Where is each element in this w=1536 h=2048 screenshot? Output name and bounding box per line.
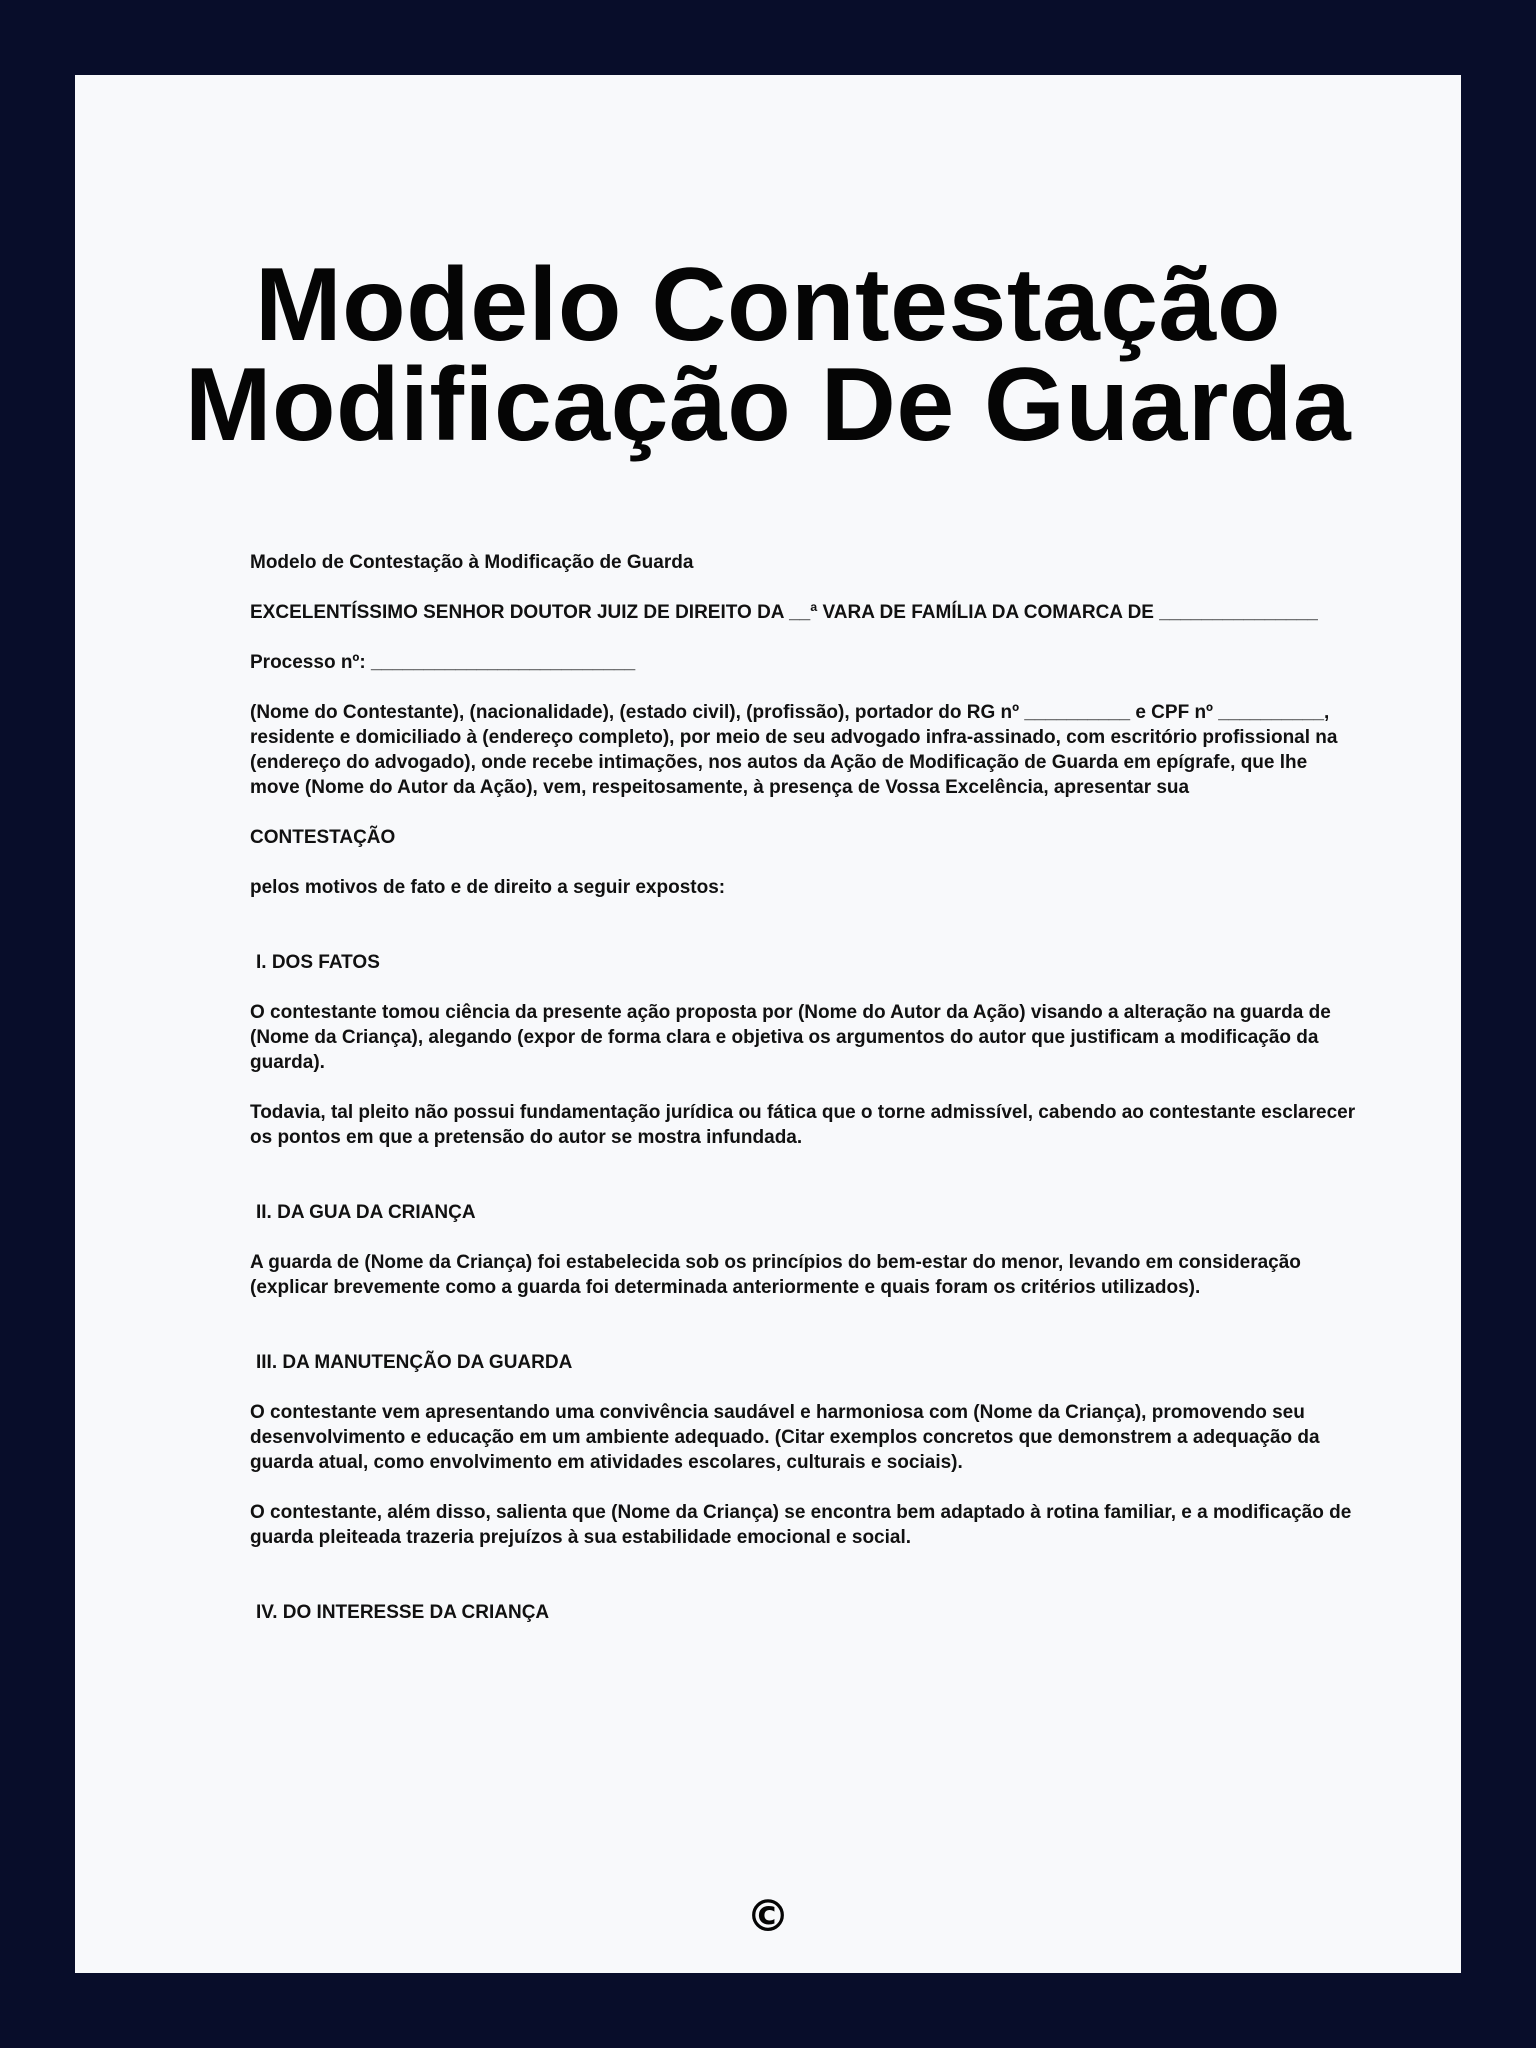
section-paragraph: O contestante tomou ciência da presente ação proposta por (Nome do Autor da Ação) visando a alteração na guarda de (Nome da Criança), alegando (expor de forma clara e objetiva os argumentos do autor que justificam a modificação da guarda). [250, 1002, 1331, 1073]
contestacao-label: CONTESTAÇÃO [250, 827, 396, 848]
addressee: EXCELENTÍSSIMO SENHOR DOUTOR JUIZ DE DIREITO DA __ª VARA DE FAMÍLIA DA COMARCA DE _______________ [250, 602, 1318, 623]
document-body [250, 550, 1360, 1650]
section-paragraph: O contestante, além disso, salienta que (Nome da Criança) se encontra bem adaptado à rotina familiar, e a modificação de guarda pleiteada trazeria prejuízos à sua estabilidade emocional e social. [250, 1502, 1352, 1548]
section-paragraph: O contestante vem apresentando uma convivência saudável e harmoniosa com (Nome da Criança), promovendo seu desenvolvimento e educação em um ambiente adequado. (Citar exemplos concretos que demonstrem a adequação da guarda atual, como envolvimento em atividades escolares, culturais e sociais). [250, 1402, 1320, 1473]
document-subtitle: Modelo de Contestação à Modificação de Guarda [250, 552, 694, 573]
intro-paragraph: (Nome do Contestante), (nacionalidade), (estado civil), (profissão), portador do RG nº __________ e CPF nº __________, residente e domiciliado à (endereço completo), por meio de seu advogado infra-assinado, com escritório profissional na (endereço do advogado), onde recebe intimações, nos autos da Ação de Modificação de Guarda em epígrafe, que lhe move (Nome do Autor da Ação), vem, respeitosamente, à presença de Vossa Excelência, apresentar sua [250, 702, 1338, 798]
motives-line: pelos motivos de fato e de direito a seguir expostos: [250, 877, 726, 898]
section-heading-manutencao: III. DA MANUTENÇÃO DA GUARDA [256, 1352, 573, 1373]
section-heading-interesse: IV. DO INTERESSE DA CRIANÇA [256, 1602, 550, 1623]
copyright-icon: © [746, 1891, 790, 1942]
section-heading-da-guarda: II. DA GUA DA CRIANÇA [256, 1202, 476, 1223]
section-paragraph: A guarda de (Nome da Criança) foi estabelecida sob os princípios do bem-estar do menor, levando em consideração (explicar brevemente como a guarda foi determinada anteriormente e quais foram os critérios utilizados). [250, 1252, 1301, 1298]
section-heading-dos-fatos: I. DOS FATOS [256, 952, 380, 973]
document-page [75, 75, 1461, 1973]
document-title [75, 247, 1461, 463]
title-line-2: Modificação De Guarda [184, 347, 1352, 463]
section-paragraph: Todavia, tal pleito não possui fundamentação jurídica ou fática que o torne admissível, cabendo ao contestante esclarecer os pontos em que a pretensão do autor se mostra infundada. [250, 1102, 1356, 1148]
process-number: Processo nº: _________________________ [250, 652, 636, 673]
title-line-1: Modelo Contestação [255, 247, 1281, 363]
